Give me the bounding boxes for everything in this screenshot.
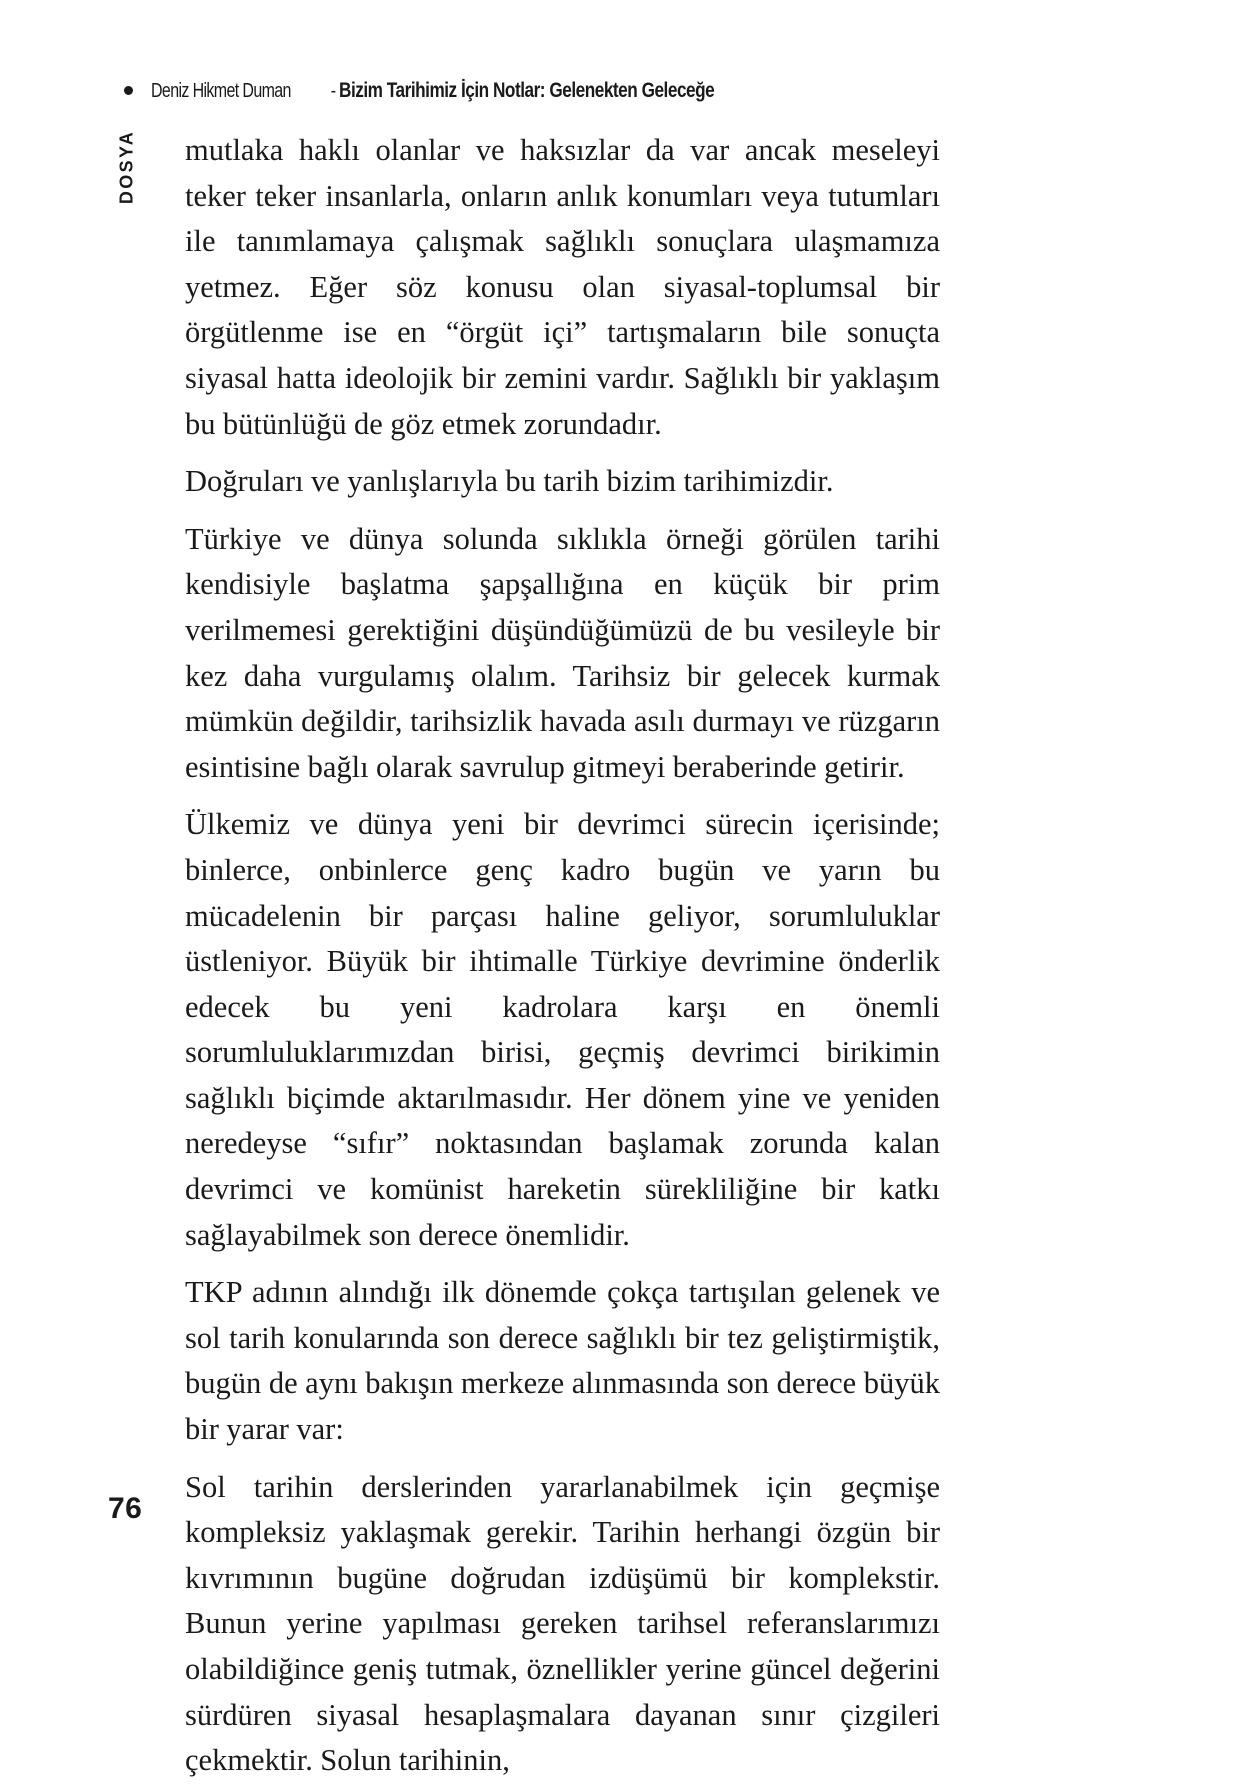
header-article-title: Bizim Tarihimiz İçin Notlar: Gelenekten Geleceğe <box>339 78 715 102</box>
running-header <box>124 78 944 103</box>
header-author-name: Deniz Hikmet Duman <box>151 78 291 102</box>
section-tab <box>112 112 142 222</box>
header-separator: - <box>331 78 337 102</box>
body-paragraph: Ülkemiz ve dünya yeni bir devrimci sürecin içerisinde; binlerce, onbinlerce genç kadro bugün ve yarın bu mücadelenin bir parçası haline geliyor, sorumluluklar üstleniyor. Büyük bir ihtimalle Türkiye devrimine önderlik edecek bu yeni kadrolara karşı en önemli sorumluluklarımızdan birisi, geçmiş devrimci birikimin sağlıklı biçimde aktarılmasıdır. Her dönem yine ve yeniden neredeyse “sıfır” noktasından başlamak zorunda kalan devrimci ve komünist hareketin sürekliliğine bir katkı sağlayabilmek son derece önemlidir. <box>185 807 940 1252</box>
body-paragraph: Sol tarihin derslerinden yararlanabilmek için geçmişe kompleksiz yaklaşmak gerekir. Tarihin herhangi özgün bir kıvrımının bugüne doğrudan izdüşümü bir komplekstir. Bunun yerine yapılması gereken tarihsel referanslarımızı olabildiğince geniş tutmak, öznellikler yerine güncel değerini sürdüren siyasal hesaplaşmalara dayanan sınır çizgileri çekmektir. Solun tarihinin, <box>185 1469 940 1778</box>
bullet-dot-icon <box>124 86 133 95</box>
section-tab-label: DOSYA <box>116 129 137 205</box>
body-paragraph: mutlaka haklı olanlar ve haksızlar da var ancak meseleyi teker teker insanlarla, onların anlık konumları veya tutumları ile tanımlamaya çalışmak sağlıklı sonuçlara ulaşmamıza yetmez. Eğer söz konusu olan siyasal-toplumsal bir örgütlenme ise en “örgüt içi” tartışmaların bile sonuçta siyasal hatta ideolojik bir zemini vardır. Sağlıklı bir yaklaşım bu bütünlüğü de göz etmek zorundadır. <box>185 133 940 441</box>
body-paragraph: Doğruları ve yanlışlarıyla bu tarih bizim tarihimizdir. <box>185 464 834 499</box>
body-text-column <box>185 128 940 1784</box>
body-paragraph: TKP adının alındığı ilk dönemde çokça tartışılan gelenek ve sol tarih konularında son derece sağlıklı bir tez geliştirmiştik, bugün de aynı bakışın merkeze alınmasında son derece büyük bir yarar var: <box>185 1275 940 1447</box>
page-number: 76 <box>108 1492 143 1525</box>
body-paragraph: Türkiye ve dünya solunda sıklıkla örneği görülen tarihi kendisiyle başlatma şapşallığına en küçük bir prim verilmemesi gerektiğini düşündüğümüzü de bu vesileyle bir kez daha vurgulamış olalım. Tarihsiz bir gelecek kurmak mümkün değildir, tarihsizlik havada asılı durmayı ve rüzgarın esintisine bağlı olarak savrulup gitmeyi beraberinde getirir. <box>185 521 940 784</box>
